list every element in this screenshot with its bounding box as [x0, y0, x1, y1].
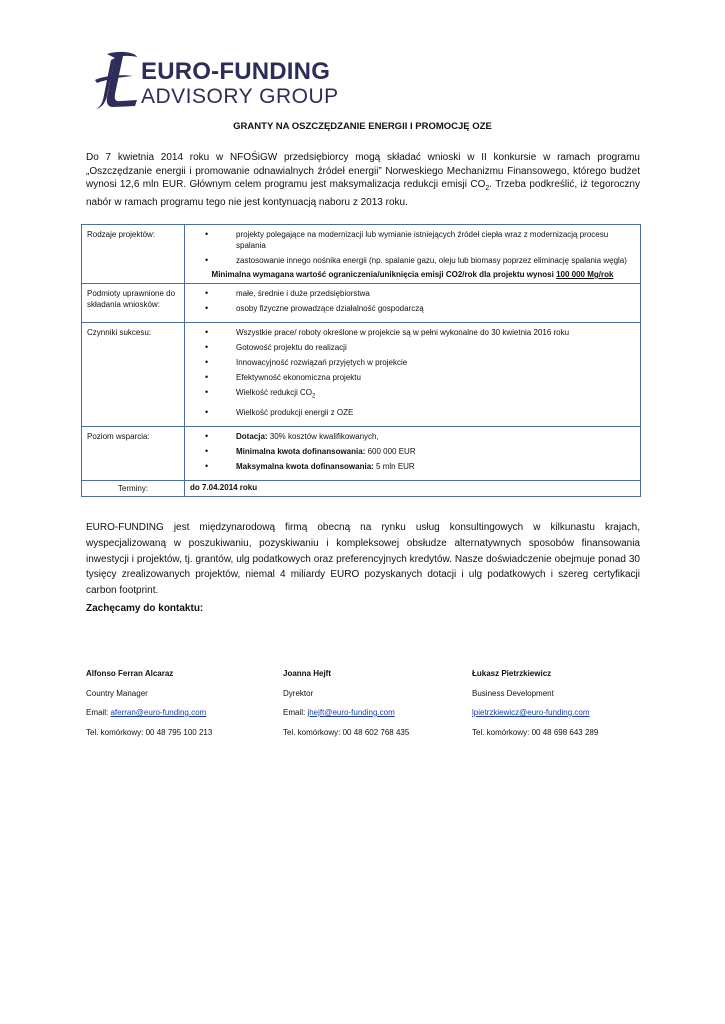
contact-cta: Zachęcamy do kontaktu:	[86, 603, 204, 614]
support-max-value: 5 mln EUR	[373, 461, 415, 471]
euro-funding-logo-icon	[93, 50, 139, 112]
support-level-list	[190, 431, 635, 472]
contact-name: Joanna Hejft	[283, 669, 332, 678]
contact-email-line	[472, 703, 598, 723]
co2-reduction-subscript: 2	[312, 393, 316, 400]
contact-card-alfonso	[86, 664, 212, 742]
min-reduction-value: 100 000 Mg/rok	[556, 270, 614, 279]
contact-email-label: Email:	[283, 708, 308, 717]
contact-phone: Tel. komórkowy: 00 48 795 100 213	[86, 727, 213, 737]
cell-support-level	[185, 426, 641, 480]
company-logo	[93, 50, 339, 112]
label-support-level: Poziom wsparcia:	[82, 426, 185, 480]
support-grant-label: Dotacja:	[236, 431, 268, 441]
list-item: • zastosowanie innego nośnika energii (np. spalanie gazu, oleju lub biomasy poprzez eliminację spalania węgla)	[236, 255, 635, 266]
project-types-list	[190, 229, 635, 266]
about-paragraph: EURO-FUNDING jest międzynarodową firmą obecną na rynku usług konsultingowych w kilkunastu krajach, wyspecjalizowaną w poszukiwaniu, pozyskiwaniu i kompleksowej obsłudze alternatywnych sposobów finansowania inwestycji i projektów, tj. grantów, ulg podatkowych oraz preferencyjnych kredytów. Nasze doświadczenie obejmuje ponad 30 tysięcy zrealizowanych projektów, niemal 4 miliardy EURO pozyskanych dotacji i ulg podatkowych i szereg certyfikacji carbon footprint.	[86, 522, 640, 597]
contact-name: Alfonso Ferran Alcaraz	[86, 669, 174, 678]
list-item: • Gotowość projektu do realizacji	[236, 342, 635, 353]
intro-co2-subscript: 2	[485, 185, 490, 192]
contact-email-link[interactable]: jhejft@euro-funding.com	[307, 708, 395, 717]
logo-text-line2: ADVISORY GROUP	[141, 85, 339, 108]
support-max-label: Maksymalna kwota dofinansowania:	[236, 461, 374, 471]
cell-project-types	[185, 225, 641, 284]
contact-email-link[interactable]: aferran@euro-funding.com	[110, 708, 207, 717]
support-min-value: 600 000 EUR	[365, 446, 416, 456]
list-item: • osoby fizyczne prowadzące działalność gospodarczą	[236, 303, 635, 314]
table-row-applicants	[82, 284, 641, 323]
intro-text-before: Do 7 kwietnia 2014 roku w NFOŚiGW przedsiębiorcy mogą składać wnioski w II konkursie w ramach programu „Oszczędzanie energii i promowanie odnawialnych źródeł energii” Norweskiego Mechanizmu Finansowego, którego budżet wynosi 12,6 mln EUR. Głównym celem programu jest maksymalizacja redukcji emisji CO	[86, 152, 640, 190]
list-item	[236, 431, 635, 442]
deadline-value: do 7.04.2014 roku	[185, 480, 641, 496]
applicants-list	[190, 288, 635, 314]
min-reduction-text: Minimalna wymagana wartość ograniczenia/uniknięcia emisji CO2/rok dla projektu wynosi	[211, 270, 557, 279]
table-row-support-level	[82, 426, 641, 480]
contact-email-line	[283, 703, 409, 723]
contact-role: Country Manager	[86, 688, 148, 698]
program-details-table	[81, 224, 641, 497]
label-success-factors: Czynniki sukcesu:	[82, 323, 185, 427]
contact-phone: Tel. komórkowy: 00 48 602 768 435	[283, 727, 410, 737]
intro-paragraph	[86, 151, 640, 209]
contact-card-joanna	[283, 664, 409, 742]
co2-reduction-text: Wielkość redukcji CO	[236, 388, 313, 397]
success-factors-list	[190, 327, 635, 418]
list-item: • małe, średnie i duże przedsiębiorstwa	[236, 288, 635, 299]
contact-name: Łukasz Pietrzkiewicz	[472, 669, 552, 678]
list-item: • Innowacyjność rozwiązań przyjętych w projekcie	[236, 357, 635, 368]
cell-success-factors	[185, 323, 641, 427]
contact-role: Business Development	[472, 688, 554, 698]
table-row-success-factors	[82, 323, 641, 427]
table-row-deadline	[82, 480, 641, 496]
list-item-co2-reduction	[236, 387, 635, 403]
contact-email-label: Email:	[86, 708, 111, 717]
list-item	[236, 461, 635, 472]
list-item: • Wszystkie prace/ roboty określone w projekcie są w pełni wykonalne do 30 kwietnia 2016 roku	[236, 327, 635, 338]
support-min-label: Minimalna kwota dofinansowania:	[236, 446, 366, 456]
page-title: GRANTY NA OSZCZĘDZANIE ENERGII I PROMOCJĘ OZE	[233, 121, 492, 132]
table-row-projects	[82, 225, 641, 284]
list-item: • projekty polegające na modernizacji lub wymianie istniejących źródeł ciepła wraz z modernizacją procesu spalania	[236, 229, 635, 251]
label-eligible-applicants: Podmioty uprawnione do składania wniosków:	[82, 284, 185, 323]
support-grant-value: 30% kosztów kwalifikowanych,	[267, 431, 379, 441]
contact-phone: Tel. komórkowy: 00 48 698 643 289	[472, 727, 599, 737]
cell-eligible-applicants	[185, 284, 641, 323]
list-item: • Wielkość produkcji energii z OZE	[236, 407, 635, 418]
logo-text-line1: EURO-FUNDING	[141, 58, 331, 85]
min-reduction-requirement	[190, 270, 635, 279]
list-item	[236, 446, 635, 457]
list-item: • Efektywność ekonomiczna projektu	[236, 372, 635, 383]
contact-role: Dyrektor	[283, 688, 314, 698]
label-project-types: Rodzaje projektów:	[82, 225, 185, 284]
contact-email-link[interactable]: lpietrzkiewicz@euro-funding.com	[472, 708, 590, 717]
label-deadline: Terminy:	[82, 480, 185, 496]
contact-email-line	[86, 703, 212, 723]
contact-card-lukasz	[472, 664, 598, 742]
intro-text-after: . Trzeba podkreślić, iż tegoroczny nabór w ramach programu tego nie jest kontynuacją naboru z 2013 roku.	[86, 179, 640, 208]
